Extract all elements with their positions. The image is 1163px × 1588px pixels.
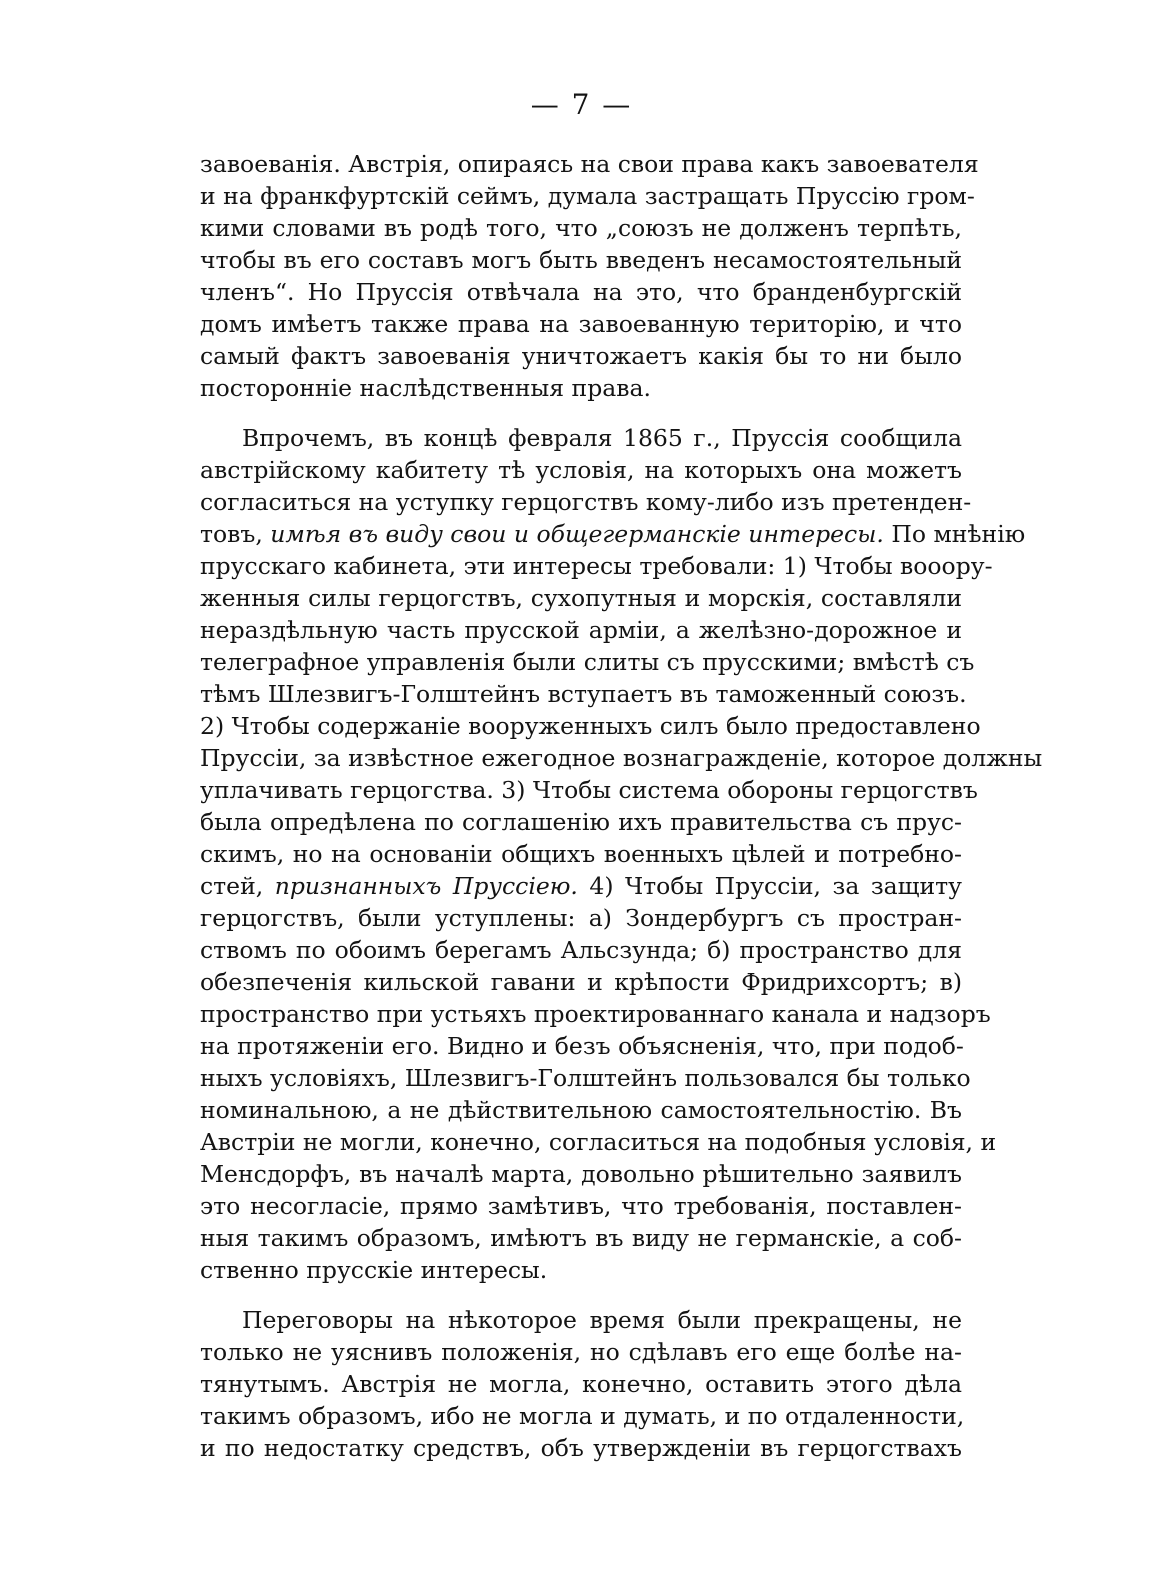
text-line: и на франкфуртскій сеймъ, думала застращать Пруссію гром- — [200, 182, 975, 210]
text-line: это несогласіе, прямо замѣтивъ, что требованія, поставлен- — [200, 1192, 962, 1220]
text-line: Впрочемъ, въ концѣ февраля 1865 г., Пруссія сообщила — [242, 424, 962, 452]
italic-phrase: признанныхъ Пруссіею. — [274, 872, 578, 900]
text-line-with-italic — [200, 518, 1026, 550]
paragraph-gap — [200, 404, 962, 422]
text-line: Переговоры на нѣкоторое время были прекращены, не — [242, 1306, 962, 1334]
text-line: членъ“. Но Пруссія отвѣчала на это, что бранденбургскій — [200, 278, 962, 306]
text-line: домъ имѣетъ также права на завоеванную територію, и что — [200, 310, 962, 338]
text-line: только не уяснивъ положенія, но сдѣлавъ его еще болѣе на- — [200, 1338, 962, 1366]
text-line: телеграфное управленія были слиты съ прусскими; вмѣстѣ съ — [200, 648, 975, 676]
paragraph-1 — [200, 148, 979, 404]
text-line: завоеванія. Австрія, опираясь на свои права какъ завоевателя — [200, 150, 979, 178]
text-line: номинальною, а не дѣйствительною самостоятельностію. Въ — [200, 1096, 962, 1124]
paragraph-gap — [200, 1286, 962, 1304]
text-line: посторонніе наслѣдственныя права. — [200, 374, 651, 402]
text-line: ственно прусскіе интересы. — [200, 1256, 548, 1284]
paragraph-3 — [200, 1304, 965, 1464]
text-line: тѣмъ Шлезвигъ-Голштейнъ вступаетъ въ таможенный союзъ. — [200, 680, 967, 708]
text-line: согласиться на уступку герцогствъ кому-либо изъ претенден- — [200, 488, 972, 516]
text-line: женныя силы герцогствъ, сухопутныя и морскія, составляли — [200, 584, 962, 612]
text-line: кими словами въ родѣ того, что „союзъ не долженъ терпѣть, — [200, 214, 962, 242]
text-line: ныхъ условіяхъ, Шлезвигъ-Голштейнъ пользовался бы только — [200, 1064, 971, 1092]
text-line: Менсдорфъ, въ началѣ марта, довольно рѣшительно заявилъ — [200, 1160, 962, 1188]
text-line: нераздѣльную часть прусской арміи, а желѣзно-дорожное и — [200, 616, 962, 644]
text-line-with-italic — [200, 870, 962, 902]
text-line: самый фактъ завоеванія уничтожаетъ какія бы то ни было — [200, 342, 962, 370]
text-line: такимъ образомъ, ибо не могла и думать, и по отдаленности, — [200, 1402, 965, 1430]
body-text — [200, 148, 1043, 1464]
text-line: и по недостатку средствъ, объ утвержденіи въ герцогствахъ — [200, 1434, 962, 1462]
text-line: была опредѣлена по соглашенію ихъ правительства съ прус- — [200, 808, 962, 836]
text-line: австрійскому кабитету тѣ условія, на которыхъ она можетъ — [200, 456, 962, 484]
text-line: чтобы въ его составъ могъ быть введенъ несамостоятельный — [200, 246, 962, 274]
text-line: Австріи не могли, конечно, согласиться на подобныя условія, и — [200, 1128, 997, 1156]
page-number: — 7 — — [530, 88, 633, 121]
text-fragment: 4) Чтобы Пруссіи, за защиту — [589, 872, 962, 900]
text-line: герцогствъ, были уступлены: а) Зондербургъ съ простран- — [200, 904, 962, 932]
text-line: обезпеченія кильской гавани и крѣпости Фридрихсортъ; в) — [200, 968, 962, 996]
text-line: ствомъ по обоимъ берегамъ Альсзунда; б) пространство для — [200, 936, 962, 964]
text-line: 2) Чтобы содержаніе вооруженныхъ силъ было предоставлено — [200, 712, 981, 740]
text-line: ныя такимъ образомъ, имѣютъ въ виду не германскіе, а соб- — [200, 1224, 962, 1252]
text-fragment: стей, — [200, 872, 264, 900]
text-line: Пруссіи, за извѣстное ежегодное вознагражденіе, которое должны — [200, 744, 1043, 772]
text-fragment: товъ, — [200, 520, 263, 548]
paragraph-2 — [200, 422, 1043, 1286]
text-line: на протяженіи его. Видно и безъ объясненія, что, при подоб- — [200, 1032, 964, 1060]
text-line: пространство при устьяхъ проектированнаго канала и надзоръ — [200, 1000, 991, 1028]
text-line: тянутымъ. Австрія не могла, конечно, оставить этого дѣла — [200, 1370, 962, 1398]
text-line: уплачивать герцогства. 3) Чтобы система обороны герцогствъ — [200, 776, 978, 804]
text-line: прусскаго кабинета, эти интересы требовали: 1) Чтобы вооору- — [200, 552, 993, 580]
italic-phrase: имѣя въ виду свои и общегерманскіе интересы. — [270, 520, 884, 548]
text-line: скимъ, но на основаніи общихъ военныхъ цѣлей и потребно- — [200, 840, 962, 868]
text-fragment: По мнѣнію — [891, 520, 1026, 548]
